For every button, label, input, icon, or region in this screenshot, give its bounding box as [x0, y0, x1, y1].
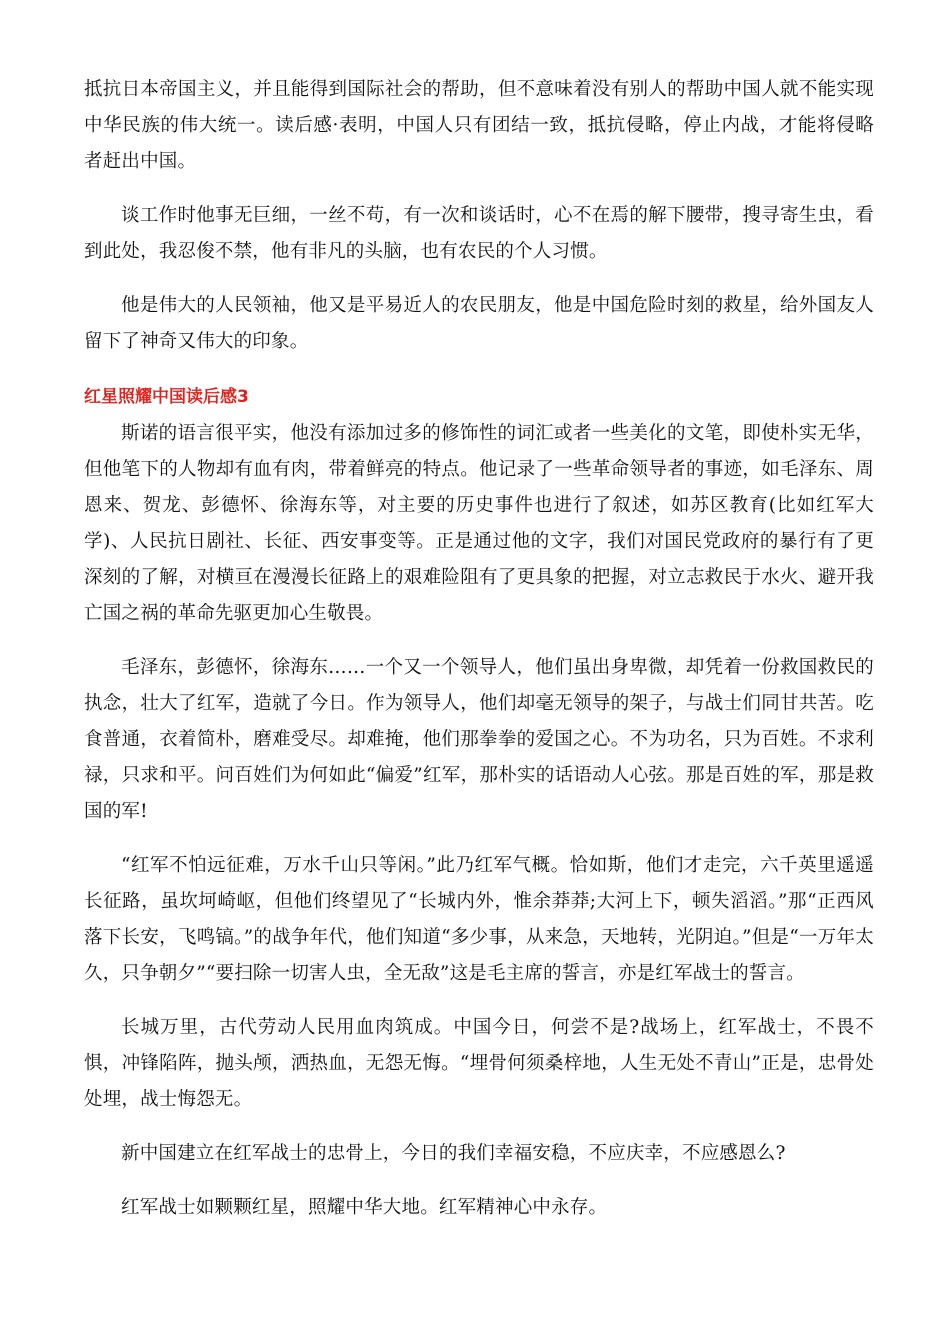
paragraph-red-stars: 红军战士如颗颗红星，照耀中华大地。红军精神心中永存。 — [121, 1197, 608, 1218]
paragraph-new-china: 新中国建立在红军战士的忠骨上，今日的我们幸福安稳，不应庆幸，不应感恩么? — [121, 1143, 786, 1164]
paragraph-great-wall: 长城万里，古代劳动人民用血肉筑成。中国今日，何尝不是?战场上，红军战士，不畏不惧，冲锋陷阵，抛头颅，洒热血，无怨无悔。“埋骨何须桑梓地，人生无处不青山”正是，忠骨处处埋，战士悔怨无。 — [84, 1017, 874, 1110]
paragraph-leader-summary: 他是伟大的人民领袖，他又是平易近人的农民朋友，他是中国危险时刻的救星，给外国友人留下了神奇又伟大的印象。 — [84, 295, 874, 352]
paragraph-work-habits: 谈工作时他事无巨细，一丝不苟，有一次和谈话时，心不在焉的解下腰带，搜寻寄生虫，看到此处，我忍俊不禁，他有非凡的头脑，也有农民的个人习惯。 — [84, 205, 874, 262]
paragraph-red-army-spirit: “红军不怕远征难，万水千山只等闲。”此乃红军气概。恰如斯，他们才走完，六千英里遥遥长征路，虽坎坷崎岖，但他们终望见了“长城内外，惟余莽莽;大河上下，顿失滔滔。”那“正西风落下长安，飞鸣镐。”的战争年代，他们知道“多少事，从来急，天地转，光阴迫。”但是“一万年太久，只争朝夕”“要扫除一切害人虫，全无敌”这是毛主席的誓言，亦是红军战士的誓言。 — [84, 855, 874, 984]
paragraph-continuation: 抵抗日本帝国主义，并且能得到国际社会的帮助，但不意味着没有别人的帮助中国人就不能实现中华民族的伟大统一。读后感·表明，中国人只有团结一致，抵抗侵略，停止内战，才能将侵略者赶出中国。 — [84, 79, 874, 172]
paragraph-snow-language: 斯诺的语言很平实，他没有添加过多的修饰性的词汇或者一些美化的文笔，即使朴实无华，但他笔下的人物却有血有肉，带着鲜亮的特点。他记录了一些革命领导者的事迹，如毛泽东、周恩来、贺龙、彭德怀、徐海东等，对主要的历史事件也进行了叙述，如苏区教育(比如红军大学)、人民抗日剧社、长征、西安事变等。正是通过他的文字，我们对国民党政府的暴行有了更深刻的了解，对横亘在漫漫长征路上的艰难险阻有了更具象的把握，对立志救民于水火、避开我亡国之祸的革命先驱更加心生敬畏。 — [84, 423, 874, 624]
document-page — [84, 72, 874, 1226]
paragraph-leaders: 毛泽东，彭德怀，徐海东……一个又一个领导人，他们虽出身卑微，却凭着一份救国救民的执念，壮大了红军，造就了今日。作为领导人，他们却毫无领导的架子，与战士们同甘共苦。吃食普通，衣着简朴，磨难受尽。却难掩，他们那拳拳的爱国之心。不为功名，只为百姓。不求利禄，只求和平。问百姓们为何如此“偏爱”红军，那朴实的话语动人心弦。那是百姓的军，那是救国的军! — [84, 657, 874, 822]
section-heading: 红星照耀中国读后感3 — [84, 387, 249, 407]
